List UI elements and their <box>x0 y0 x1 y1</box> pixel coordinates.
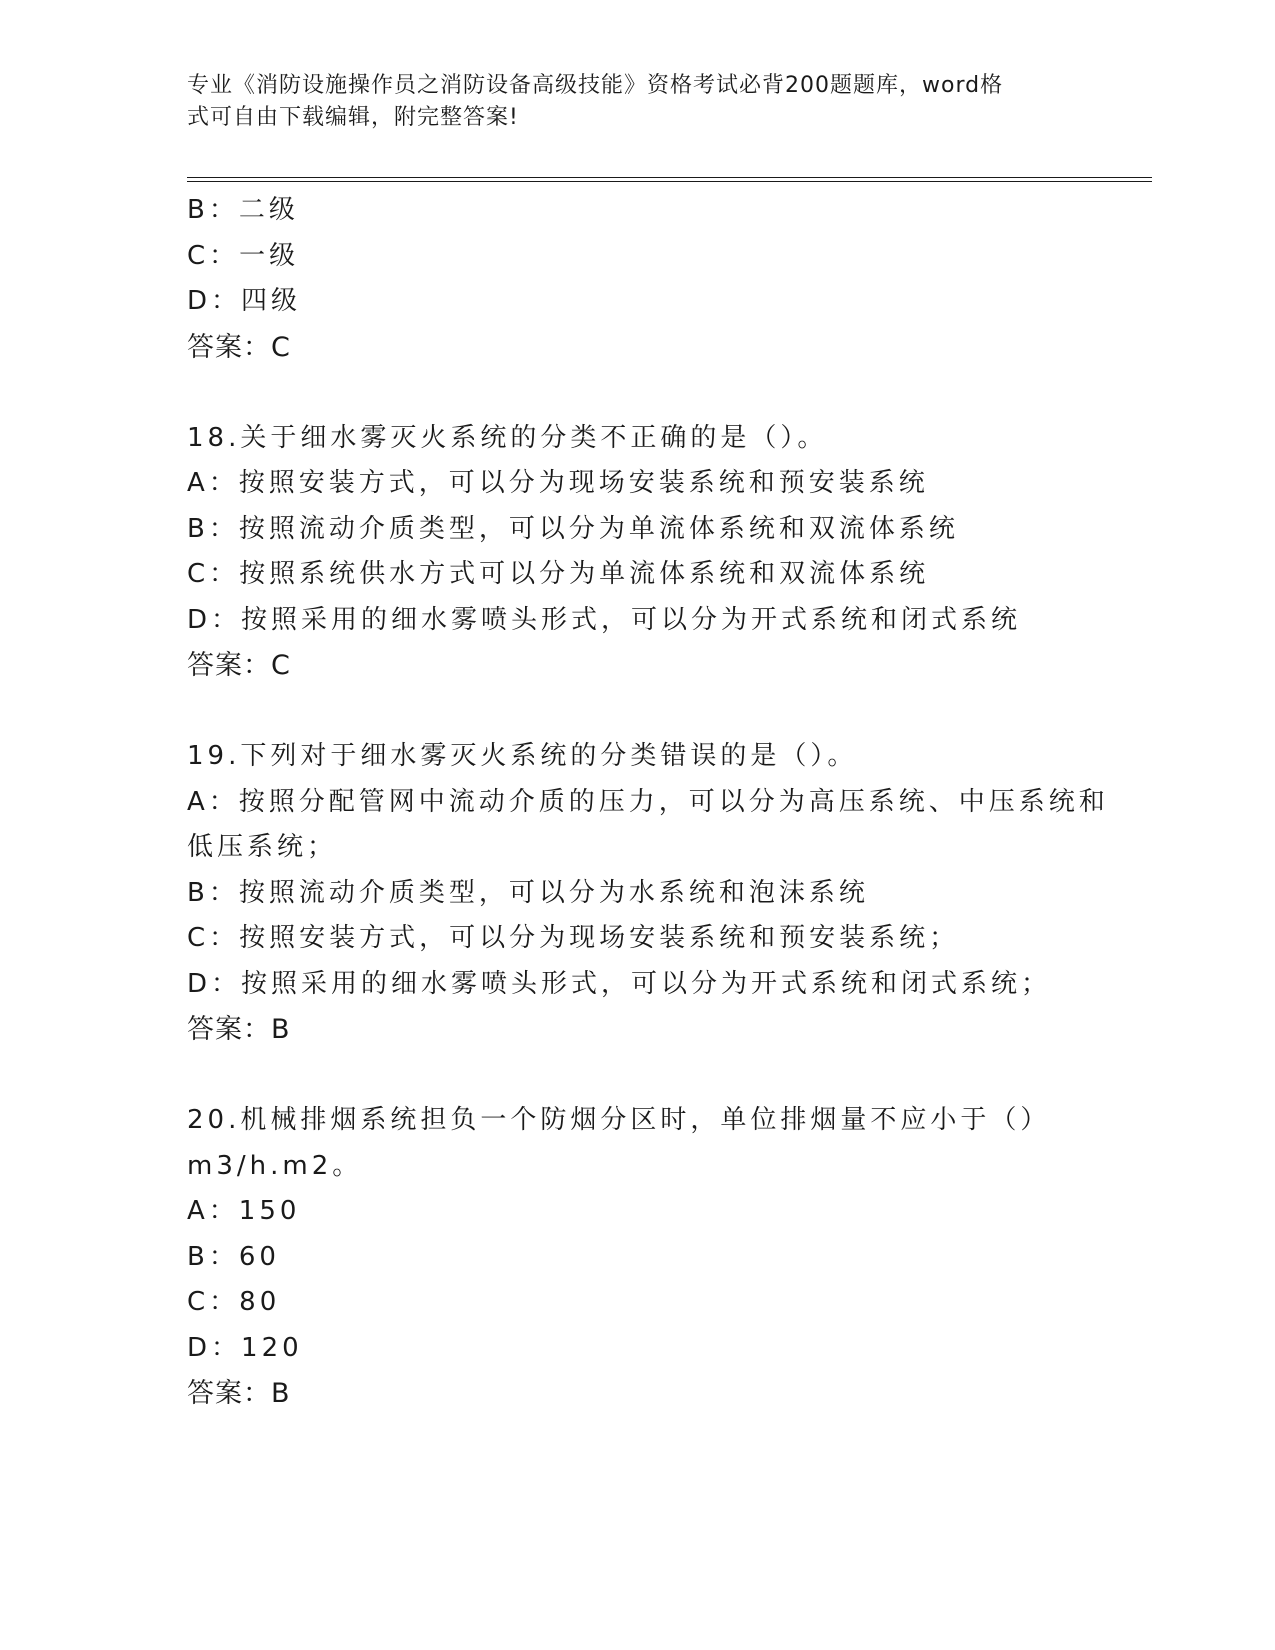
question-20 <box>187 1098 1087 1417</box>
answer: 答案：C <box>187 331 291 363</box>
option-d: D：四级 <box>187 286 302 316</box>
option-c: C：一级 <box>187 240 300 271</box>
question-18 <box>187 416 1087 689</box>
question-19 <box>187 734 1109 1053</box>
option-d: D：120 <box>187 1332 303 1363</box>
option-a: A：按照安装方式，可以分为现场安装系统和预安装系统 <box>187 468 929 498</box>
option-c: C：80 <box>187 1287 281 1317</box>
question-stem-continued: m3/h.m2。 <box>187 1150 363 1181</box>
option-d: D：按照采用的细水雾喷头形式，可以分为开式系统和闭式系统 <box>187 604 1022 635</box>
answer: 答案：C <box>187 650 291 681</box>
header-double-rule <box>187 177 1152 182</box>
option-b: B：按照流动介质类型，可以分为单流体系统和双流体系统 <box>187 513 959 544</box>
question-list <box>187 188 1109 1417</box>
question-stem: 20.机械排烟系统担负一个防烟分区时，单位排烟量不应小于（） <box>187 1105 1051 1135</box>
option-b: B：按照流动介质类型，可以分为水系统和泡沫系统 <box>187 877 869 908</box>
page-header <box>187 70 1067 134</box>
option-a: A：按照分配管网中流动介质的压力，可以分为高压系统、中压系统和 <box>187 786 1109 817</box>
header-line-2: 式可自由下载编辑，附完整答案! <box>187 105 519 130</box>
question-17-continuation <box>187 188 1087 370</box>
option-b: B：60 <box>187 1241 280 1272</box>
option-c: C：按照安装方式，可以分为现场安装系统和预安装系统； <box>187 923 960 953</box>
option-a-continued: 低压系统； <box>187 832 338 862</box>
question-stem: 18.关于细水雾灭火系统的分类不正确的是（）。 <box>187 422 828 453</box>
option-a: A：150 <box>187 1196 301 1226</box>
question-stem: 19.下列对于细水雾灭火系统的分类错误的是（）。 <box>187 741 858 771</box>
option-b: B：二级 <box>187 195 299 225</box>
option-d: D：按照采用的细水雾喷头形式，可以分为开式系统和闭式系统； <box>187 968 1052 999</box>
answer: 答案：B <box>187 1014 291 1045</box>
header-line-1: 专业《消防设施操作员之消防设备高级技能》资格考试必背200题题库，word格 <box>187 73 1004 98</box>
answer: 答案：B <box>187 1378 291 1409</box>
option-c: C：按照系统供水方式可以分为单流体系统和双流体系统 <box>187 559 930 589</box>
